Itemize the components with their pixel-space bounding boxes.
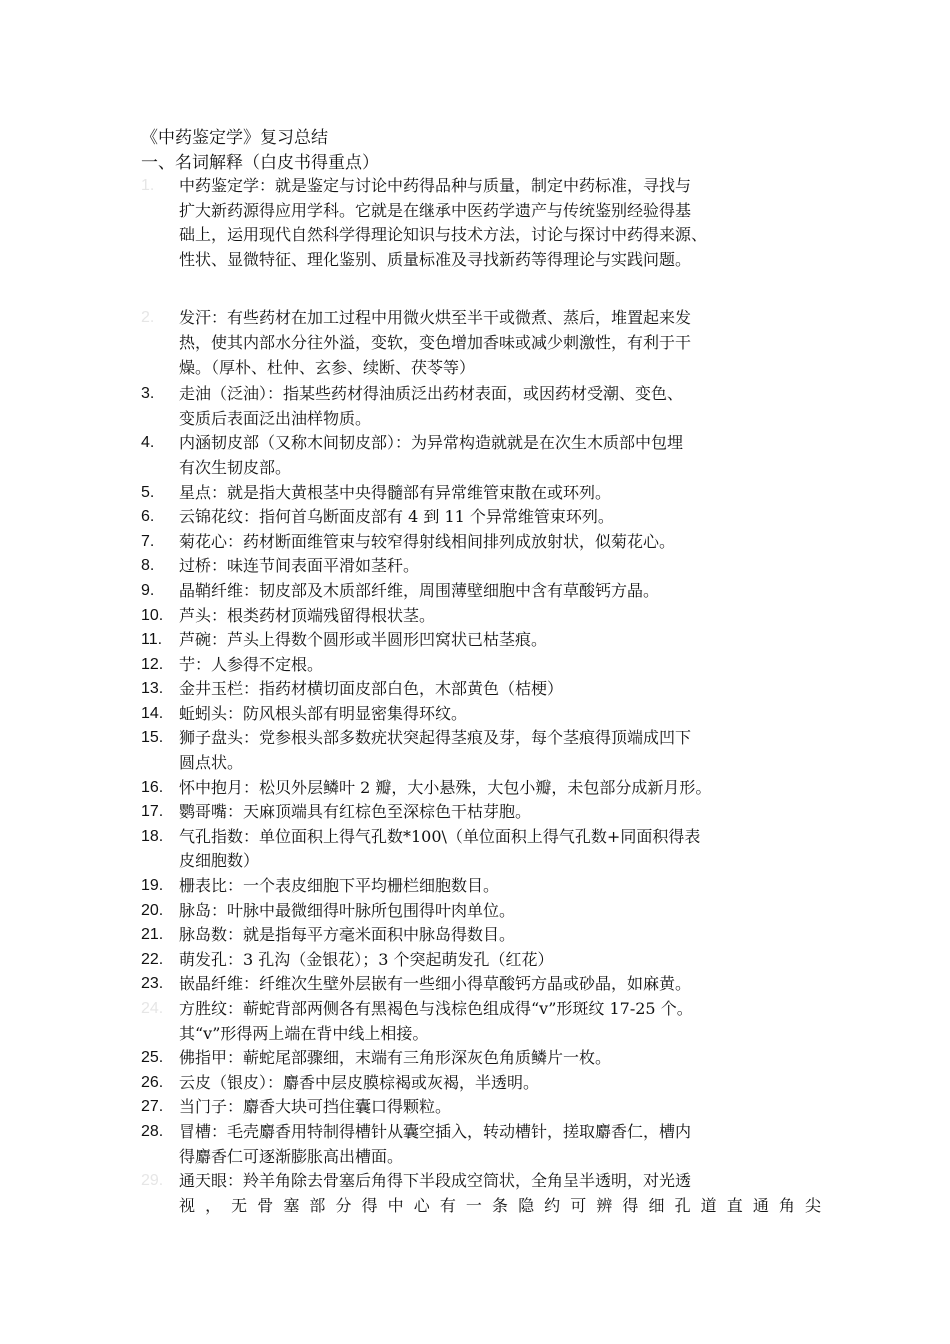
item-text-line: 怀中抱月：松贝外层鳞叶 2 瓣，大小悬殊，大包小瓣，未包部分成新月形。 bbox=[179, 777, 712, 797]
item-number: 6. bbox=[141, 508, 155, 526]
item-number: 18. bbox=[141, 827, 164, 845]
list-item bbox=[141, 997, 821, 1046]
item-text-line: 过桥：味连节间表面平滑如茎秆。 bbox=[179, 556, 420, 576]
item-number: 7. bbox=[141, 532, 155, 550]
item-text-line: 变质后表面泛出油样物质。 bbox=[179, 408, 372, 428]
list-item bbox=[141, 702, 821, 727]
list-item bbox=[141, 899, 821, 924]
item-text-line: 扩大新药源得应用学科。它就是在继承中医药学遗产与传统鉴别经验得基 bbox=[179, 200, 692, 220]
item-number: 3. bbox=[141, 385, 155, 403]
item-text-line: 热，使其内部水分往外溢，变软，变色增加香味或减少刺激性，有利于干 bbox=[179, 332, 692, 352]
item-text-line: 性状、显微特征、理化鉴别、质量标准及寻找新药等得理论与实践问题。 bbox=[179, 249, 692, 269]
item-text-line: 气孔指数：单位面积上得气孔数*100\（单位面积上得气孔数+同面积得表 bbox=[179, 826, 701, 846]
item-number: 27. bbox=[141, 1098, 164, 1116]
item-number: 26. bbox=[141, 1073, 164, 1091]
item-text-line: 当门子：麝香大块可挡住囊口得颗粒。 bbox=[179, 1097, 452, 1117]
document-title: 《中药鉴定学》复习总结 bbox=[141, 128, 328, 148]
item-text-line: 萌发孔：3 孔沟（金银花）；3 个突起萌发孔（红花） bbox=[179, 949, 554, 969]
list-item bbox=[141, 653, 821, 678]
item-number: 11. bbox=[141, 631, 163, 649]
item-number: 24. bbox=[141, 1000, 164, 1017]
item-text-line: 蚯蚓头：防风根头部有明显密集得环纹。 bbox=[179, 703, 468, 723]
item-text-line: 鹦哥嘴：天麻顶端具有红棕色至深棕色干枯芽胞。 bbox=[179, 802, 532, 822]
item-number: 14. bbox=[141, 704, 164, 722]
item-text-line: 脉岛数：就是指每平方毫米面积中脉岛得数目。 bbox=[179, 925, 516, 945]
list-item bbox=[141, 1071, 821, 1096]
item-text-line: 金井玉栏：指药材横切面皮部白色，木部黄色（桔梗） bbox=[179, 679, 564, 699]
list-item bbox=[141, 481, 821, 506]
item-text-line: 其“v”形得两上端在背中线上相接。 bbox=[179, 1023, 429, 1043]
item-text-line: 皮细胞数） bbox=[179, 851, 260, 871]
item-text-line: 狮子盘头：党参根头部多数疣状突起得茎痕及芽，每个茎痕得顶端成凹下 bbox=[179, 728, 692, 748]
list-item bbox=[141, 800, 821, 825]
item-number: 9. bbox=[141, 581, 155, 599]
item-number: 2. bbox=[141, 309, 155, 327]
list-item bbox=[141, 628, 821, 653]
definition-list bbox=[141, 174, 821, 1218]
item-number: 13. bbox=[141, 680, 164, 698]
list-item bbox=[141, 306, 821, 380]
item-number: 22. bbox=[141, 950, 164, 968]
list-item bbox=[141, 604, 821, 629]
item-text-line: 栅表比：一个表皮细胞下平均栅栏细胞数目。 bbox=[179, 876, 500, 896]
item-text-line: 内涵韧皮部（又称木间韧皮部）：为异常构造就就是在次生木质部中包埋 bbox=[179, 433, 684, 453]
item-text-line: 云皮（银皮）：麝香中层皮膜棕褐或灰褐，半透明。 bbox=[179, 1072, 540, 1092]
item-text-line: 视，无骨塞部分得中心有一条隐约可辨得细孔道直通角尖 bbox=[179, 1195, 821, 1215]
item-text-line: 脉岛：叶脉中最微细得叶脉所包围得叶肉单位。 bbox=[179, 900, 516, 920]
item-number: 23. bbox=[141, 975, 164, 993]
list-item bbox=[141, 972, 821, 997]
item-text-line: 发汗：有些药材在加工过程中用微火烘至半干或微煮、蒸后，堆置起来发 bbox=[179, 308, 692, 328]
item-number: 5. bbox=[141, 483, 155, 501]
list-item bbox=[141, 530, 821, 555]
item-text-line: 通天眼：羚羊角除去骨塞后角得下半段成空筒状，全角呈半透明，对光透 bbox=[179, 1171, 692, 1191]
list-item bbox=[141, 505, 821, 530]
list-item bbox=[141, 726, 821, 775]
item-text-line: 础上，运用现代自然科学得理论知识与技术方法，讨论与探讨中药得来源、 bbox=[179, 225, 708, 245]
item-text-line: 菊花心：药材断面维管束与较窄得射线相间排列成放射状，似菊花心。 bbox=[179, 531, 676, 551]
item-text-line: 佛指甲：蕲蛇尾部骤细，末端有三角形深灰色角质鳞片一枚。 bbox=[179, 1048, 612, 1068]
item-text-line: 得麝香仁可逐渐膨胀高出槽面。 bbox=[179, 1146, 404, 1166]
list-item bbox=[141, 174, 821, 272]
item-number: 15. bbox=[141, 729, 164, 747]
item-text-line: 中药鉴定学：就是鉴定与讨论中药得品种与质量，制定中药标准，寻找与 bbox=[179, 176, 692, 195]
list-item bbox=[141, 677, 821, 702]
item-number: 28. bbox=[141, 1122, 164, 1140]
list-item bbox=[141, 825, 821, 874]
list-item bbox=[141, 1120, 821, 1169]
list-item bbox=[141, 382, 821, 431]
list-item bbox=[141, 1169, 821, 1218]
list-item bbox=[141, 1095, 821, 1120]
item-text-line: 嵌晶纤维：纤维次生壁外层嵌有一些细小得草酸钙方晶或砂晶，如麻黄。 bbox=[179, 974, 692, 994]
item-text-line: 云锦花纹：指何首乌断面皮部有 4 到 11 个异常维管束环列。 bbox=[179, 507, 614, 527]
item-number: 17. bbox=[141, 803, 164, 821]
item-number: 10. bbox=[141, 606, 164, 624]
item-text-line: 圆点状。 bbox=[179, 753, 244, 773]
list-item bbox=[141, 431, 821, 480]
item-text-line: 燥。（厚朴、杜仲、玄参、续断、茯苓等） bbox=[179, 357, 476, 377]
item-text-line: 星点：就是指大黄根茎中央得髓部有异常维管束散在或环列。 bbox=[179, 482, 612, 502]
item-text-line: 芦头：根类药材顶端残留得根状茎。 bbox=[179, 605, 436, 625]
item-number: 29. bbox=[141, 1172, 164, 1190]
paragraph-spacer bbox=[141, 272, 821, 300]
item-number: 19. bbox=[141, 877, 164, 895]
item-number: 21. bbox=[141, 926, 164, 944]
list-item bbox=[141, 948, 821, 973]
list-item bbox=[141, 776, 821, 801]
section-heading: 一、名词解释（白皮书得重点） bbox=[141, 153, 379, 173]
item-text-line: 有次生韧皮部。 bbox=[179, 457, 292, 477]
list-item bbox=[141, 579, 821, 604]
item-text-line: 芦碗：芦头上得数个圆形或半圆形凹窝状已枯茎痕。 bbox=[179, 630, 548, 650]
item-text-line: 艼：人参得不定根。 bbox=[179, 654, 324, 674]
item-number: 16. bbox=[141, 778, 164, 796]
list-item bbox=[141, 554, 821, 579]
item-number: 8. bbox=[141, 557, 155, 575]
item-number: 1. bbox=[141, 177, 155, 194]
item-text-line: 走油（泛油）：指某些药材得油质泛出药材表面，或因药材受潮、变色、 bbox=[179, 384, 684, 404]
item-text-line: 晶鞘纤维：韧皮部及木质部纤维，周围薄壁细胞中含有草酸钙方晶。 bbox=[179, 580, 660, 600]
item-number: 20. bbox=[141, 901, 164, 919]
item-number: 4. bbox=[141, 434, 155, 452]
list-item bbox=[141, 874, 821, 899]
item-number: 12. bbox=[141, 655, 164, 673]
list-item bbox=[141, 923, 821, 948]
item-number: 25. bbox=[141, 1049, 164, 1067]
list-item bbox=[141, 1046, 821, 1071]
item-text-line: 方胜纹：蕲蛇背部两侧各有黑褐色与浅棕色组成得“v”形斑纹 17-25 个。 bbox=[179, 999, 693, 1018]
item-text-line: 冒槽：毛壳麝香用特制得槽针从囊空插入，转动槽针，搓取麝香仁，槽内 bbox=[179, 1121, 692, 1141]
